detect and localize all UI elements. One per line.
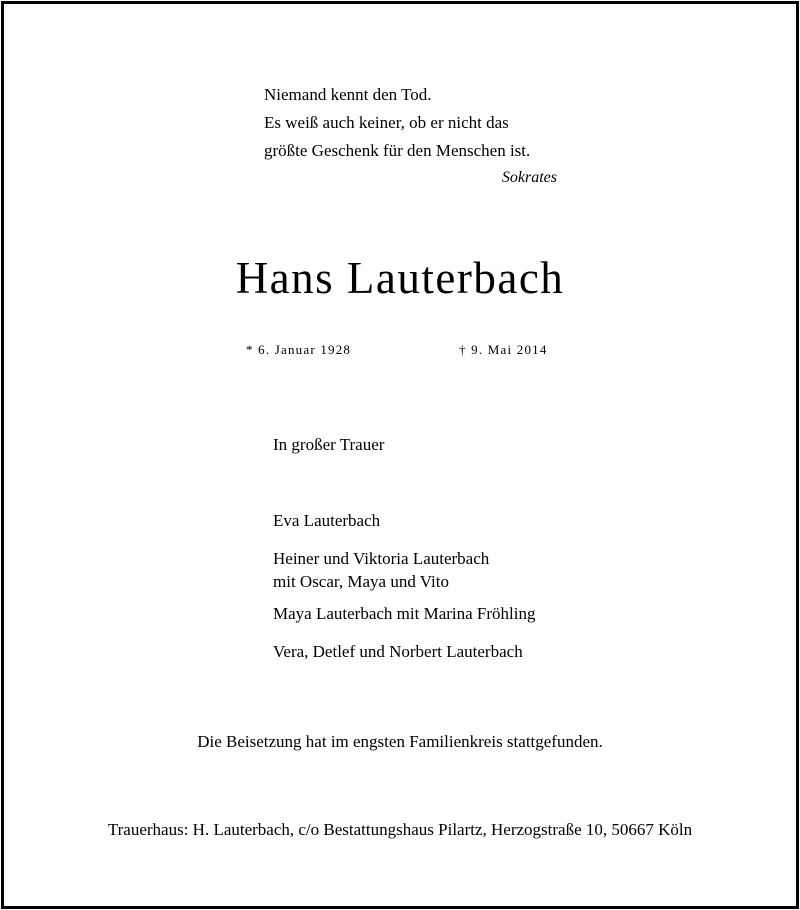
deceased-name: Hans Lauterbach bbox=[235, 253, 565, 303]
mourner-eva: Eva Lauterbach bbox=[273, 511, 381, 530]
mourning-intro: In großer Trauer bbox=[273, 435, 385, 454]
notice-border bbox=[1, 1, 799, 909]
mourner-heiner-viktoria: Heiner und Viktoria Lauterbach bbox=[273, 549, 490, 568]
death-date: † 9. Mai 2014 bbox=[459, 342, 548, 357]
mourning-house-address: Trauerhaus: H. Lauterbach, c/o Bestattungshaus Pilartz, Herzogstraße 10, 50667 Köln bbox=[107, 820, 693, 839]
burial-note: Die Beisetzung hat im engsten Familienkreis stattgefunden. bbox=[197, 732, 603, 751]
quote-line-2: Es weiß auch keiner, ob er nicht das bbox=[264, 113, 509, 132]
quote-line-3: größte Geschenk für den Menschen ist. bbox=[264, 141, 531, 160]
birth-date: * 6. Januar 1928 bbox=[246, 342, 352, 357]
mourner-children: mit Oscar, Maya und Vito bbox=[273, 572, 449, 591]
quote-line-1: Niemand kennt den Tod. bbox=[264, 85, 432, 104]
mourner-vera-detlef-norbert: Vera, Detlef und Norbert Lauterbach bbox=[273, 642, 523, 661]
mourner-maya-marina: Maya Lauterbach mit Marina Fröhling bbox=[273, 604, 536, 623]
quote-author: Sokrates bbox=[501, 169, 557, 186]
